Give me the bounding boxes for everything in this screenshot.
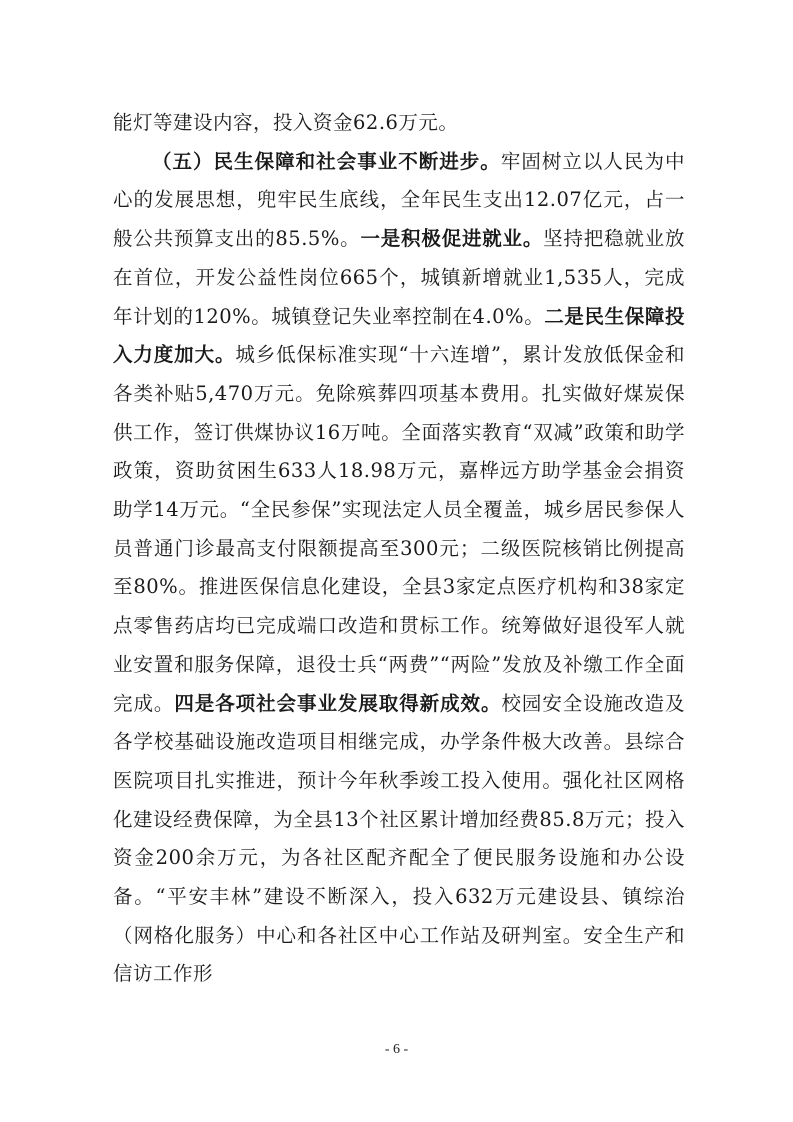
- document-body: [113, 104, 685, 994]
- point-heading-employment: 一是积极促进就业。: [360, 227, 544, 251]
- point-heading-social: 四是各项社会事业发展取得新成效。: [174, 691, 502, 715]
- section-heading: （五）民生保障和社会事业不断进步。: [152, 149, 501, 173]
- paragraph-livelihood: [113, 143, 685, 994]
- paragraph-text: 城乡低保标准实现“十六连增”，累计发放低保金和各类补贴5,470万元。免除殡葬四项基本费用。扎实做好煤炭保供工作，签订供煤协议16万吨。全面落实教育“双减”政策和助学政策，资助贫困生633人18.98万元，嘉桦远方助学基金会捐资助学14万元。“全民参保”实现法定人员全覆盖，城乡居民参保人员普通门诊最高支付限额提高至300元；二级医院核销比例提高至80%。推进医保信息化建设，全县3家定点医疗机构和38家定点零售药店均已完成端口改造和贯标工作。统筹做好退役军人就业安置和服务保障，退役士兵“两费”“两险”发放及补缴工作全面完成。: [113, 343, 685, 715]
- paragraph-text: 校园安全设施改造及各学校基础设施改造项目相继完成，办学条件极大改善。县综合医院项目扎实推进，预计今年秋季竣工投入使用。强化社区网格化建设经费保障，为全县13个社区累计增加经费85.8万元；投入资金200余万元，为各社区配齐配全了便民服务设施和办公设备。“平安丰林”建设不断深入，投入632万元建设县、镇综治（网格化服务）中心和各社区中心工作站及研判室。安全生产和信访工作形: [113, 691, 685, 986]
- paragraph-continuation: [113, 104, 685, 143]
- paragraph-text: 牢固树立以人民为中心的发展思想，兜牢民生底线，全年民生支出12.07亿元，占一般公共预算支出的85.5%。: [113, 149, 685, 251]
- paragraph-text: 能灯等建设内容，投入资金62.6万元。: [113, 111, 459, 134]
- point-heading-security: 二是民生保障投入力度加大。: [113, 304, 685, 367]
- page-number: - 6 -: [384, 1042, 409, 1057]
- paragraph-text: 坚持把稳就业放在首位，开发公益性岗位665个，城镇新增就业1,535人，完成年计划的120%。城镇登记失业率控制在4.0%。: [113, 227, 685, 328]
